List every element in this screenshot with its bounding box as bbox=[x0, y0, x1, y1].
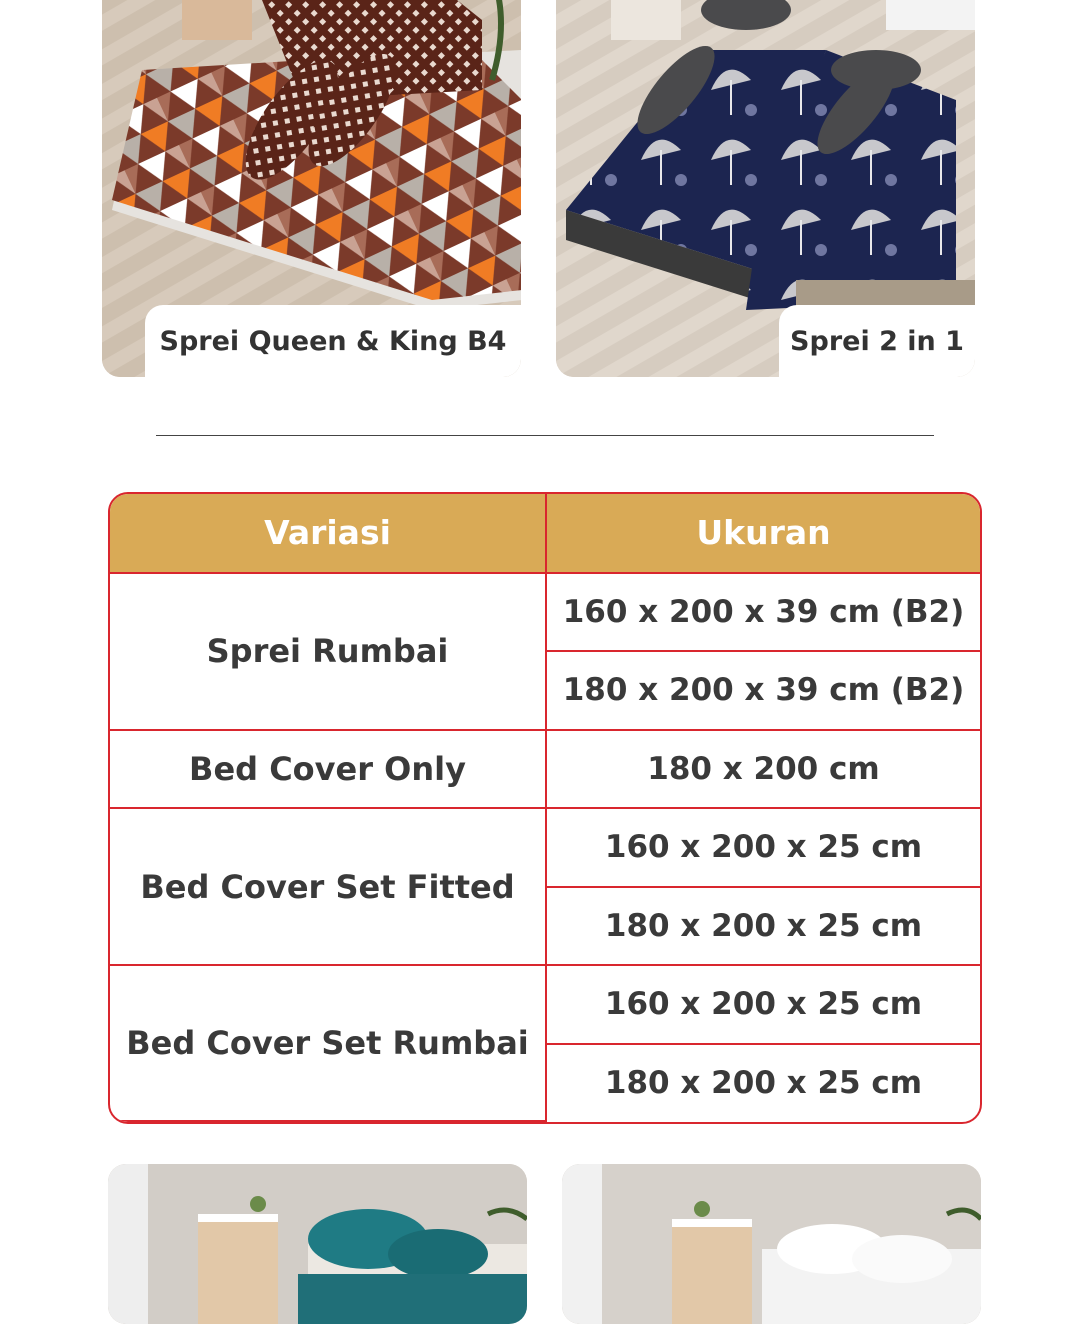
product-image-teal-bedding bbox=[108, 1164, 527, 1324]
table-row bbox=[110, 808, 980, 887]
size-cell: 160 x 200 x 25 cm bbox=[546, 808, 980, 887]
size-cell: 180 x 200 x 39 cm (B2) bbox=[546, 651, 980, 730]
variant-cell: Bed Cover Set Rumbai bbox=[110, 965, 546, 1121]
product-card-label: Sprei Queen & King B4 bbox=[145, 305, 521, 377]
table-row bbox=[110, 730, 980, 809]
product-card-2-in-1[interactable] bbox=[556, 0, 975, 377]
product-card-teal[interactable] bbox=[108, 1164, 527, 1324]
size-cell: 180 x 200 cm bbox=[546, 730, 980, 809]
size-cell: 180 x 200 x 25 cm bbox=[546, 1044, 980, 1122]
product-image-white-bedding bbox=[562, 1164, 981, 1324]
product-card-white[interactable] bbox=[562, 1164, 981, 1324]
variant-cell: Bed Cover Set Fitted bbox=[110, 808, 546, 965]
section-divider bbox=[156, 435, 934, 436]
table-row bbox=[110, 573, 980, 652]
header-ukuran: Ukuran bbox=[546, 494, 980, 573]
product-card-queen-king-b4[interactable] bbox=[102, 0, 521, 377]
product-card-label: Sprei 2 in 1 bbox=[779, 305, 975, 377]
size-cell: 160 x 200 x 39 cm (B2) bbox=[546, 573, 980, 652]
header-variasi: Variasi bbox=[110, 494, 546, 573]
size-table bbox=[108, 492, 982, 1124]
table-row bbox=[110, 965, 980, 1044]
size-cell: 180 x 200 x 25 cm bbox=[546, 887, 980, 966]
variant-cell: Bed Cover Only bbox=[110, 730, 546, 809]
size-cell: 160 x 200 x 25 cm bbox=[546, 965, 980, 1044]
table-header-row bbox=[110, 494, 980, 573]
variant-cell: Sprei Rumbai bbox=[110, 573, 546, 730]
